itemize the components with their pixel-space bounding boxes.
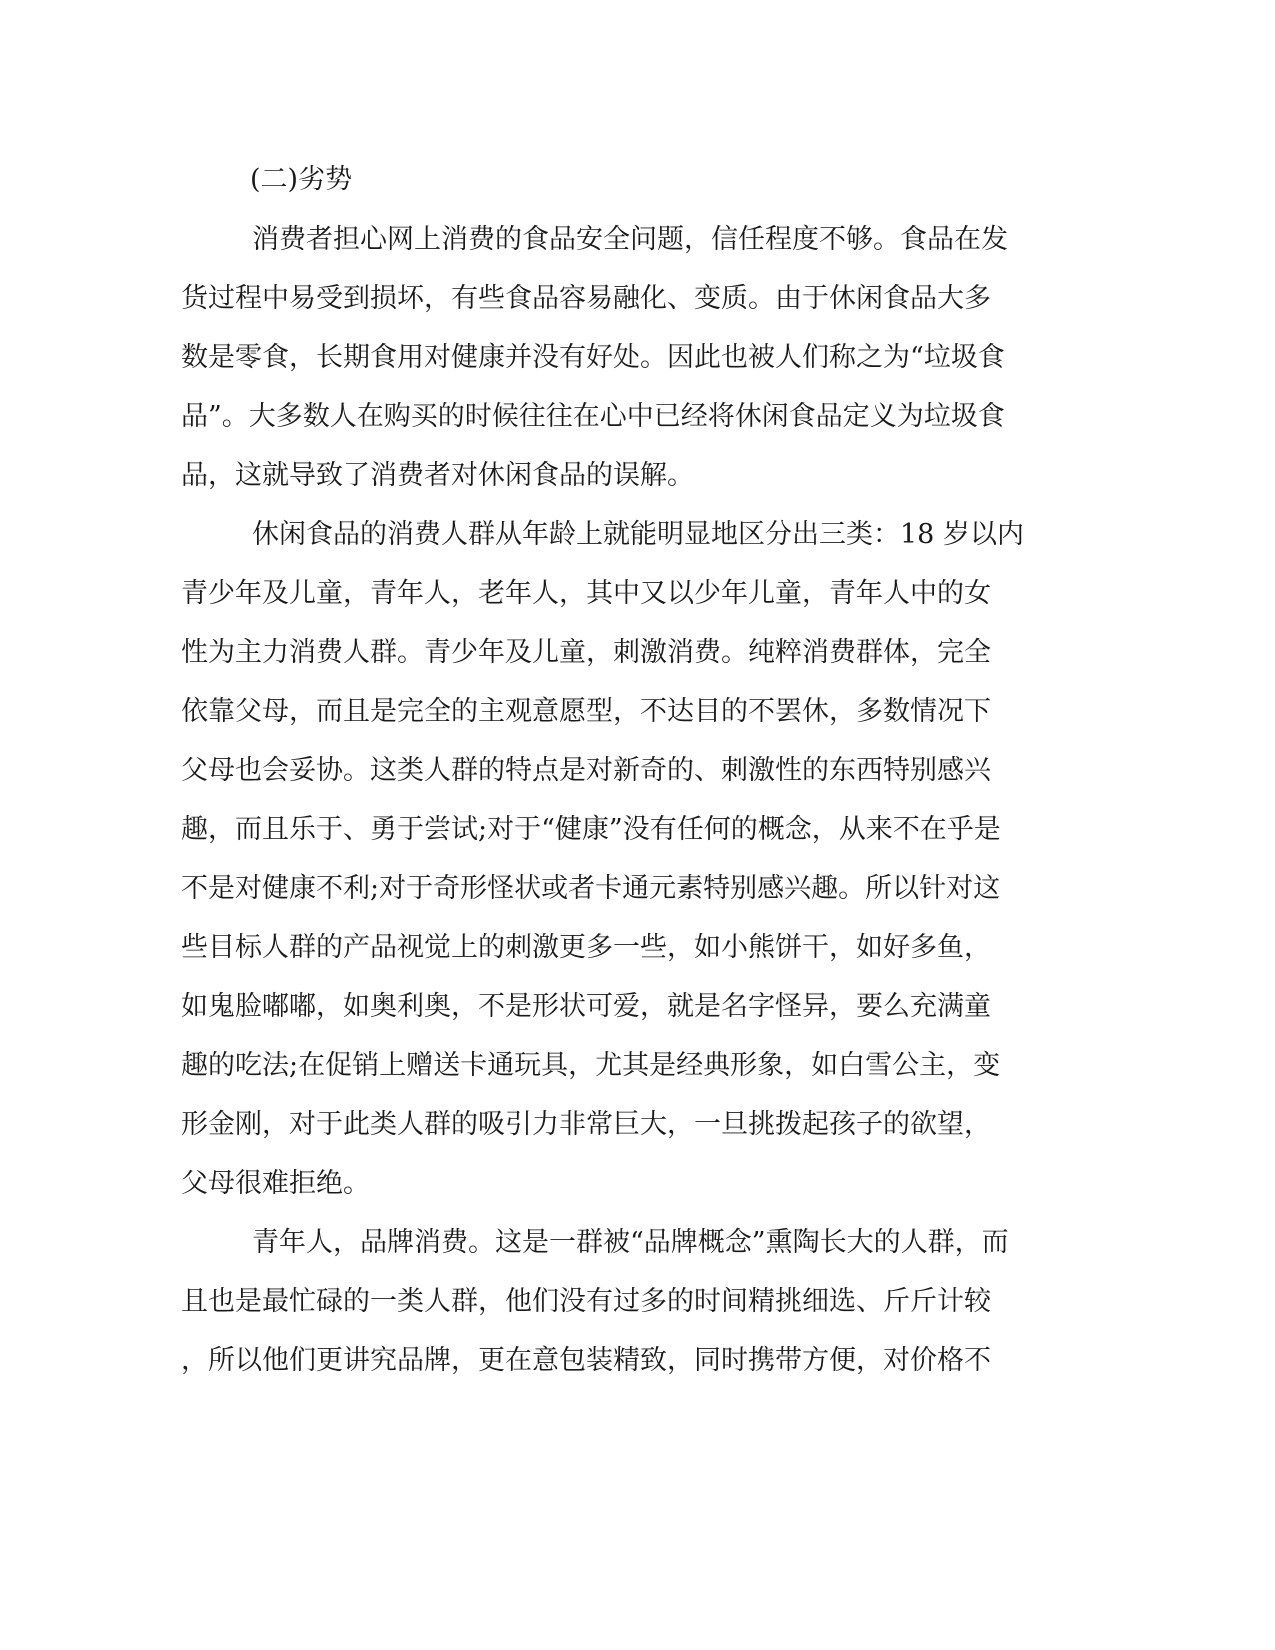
paragraph-line: 不是对健康不利;对于奇形怪状或者卡通元素特别感兴趣。所以针对这 <box>181 873 1001 904</box>
paragraph-line: 趣，而且乐于、勇于尝试;对于“健康”没有任何的概念，从来不在乎是 <box>181 814 1001 845</box>
paragraph-line: 品，这就导致了消费者对休闲食品的误解。 <box>181 460 694 491</box>
paragraph-line: 品”。大多数人在购买的时候往往在心中已经将休闲食品定义为垃圾食 <box>181 401 1005 432</box>
paragraph-line: 趣的吃法;在促销上赠送卡通玩具，尤其是经典形象，如白雪公主，变 <box>181 1050 1001 1081</box>
paragraph-line: 些目标人群的产品视觉上的刺激更多一些，如小熊饼干，如好多鱼， <box>181 932 991 963</box>
section-heading: (二)劣势 <box>250 164 353 195</box>
paragraph-line: 青年人，品牌消费。这是一群被“品牌概念”熏陶长大的人群，而 <box>252 1227 1009 1258</box>
paragraph-line: 货过程中易受到损坏，有些食品容易融化、变质。由于休闲食品大多 <box>181 283 991 314</box>
paragraph-line: 父母很难拒绝。 <box>181 1168 370 1199</box>
paragraph-line: 数是零食，长期食用对健康并没有好处。因此也被人们称之为“垃圾食 <box>181 342 1005 373</box>
paragraph-line: 父母也会妥协。这类人群的特点是对新奇的、刺激性的东西特别感兴 <box>181 755 991 786</box>
paragraph-line: 形金刚，对于此类人群的吸引力非常巨大，一旦挑拨起孩子的欲望， <box>181 1109 991 1140</box>
paragraph-line: 依靠父母，而且是完全的主观意愿型，不达目的不罢休，多数情况下 <box>181 696 991 727</box>
paragraph-line: 性为主力消费人群。青少年及儿童，刺激消费。纯粹消费群体，完全 <box>181 637 991 668</box>
paragraph-line: 如鬼脸嘟嘟，如奥利奥，不是形状可爱，就是名字怪异，要么充满童 <box>181 991 991 1022</box>
paragraph-line: ，所以他们更讲究品牌，更在意包装精致，同时携带方便，对价格不 <box>181 1345 991 1376</box>
paragraph-line: 青少年及儿童，青年人，老年人，其中又以少年儿童，青年人中的女 <box>181 578 991 609</box>
paragraph-line: 且也是最忙碌的一类人群，他们没有过多的时间精挑细选、斤斤计较 <box>181 1286 991 1317</box>
paragraph-line: 休闲食品的消费人群从年龄上就能明显地区分出三类：18 岁以内 <box>252 519 1024 550</box>
paragraph-line: 消费者担心网上消费的食品安全问题，信任程度不够。食品在发 <box>252 224 1008 255</box>
